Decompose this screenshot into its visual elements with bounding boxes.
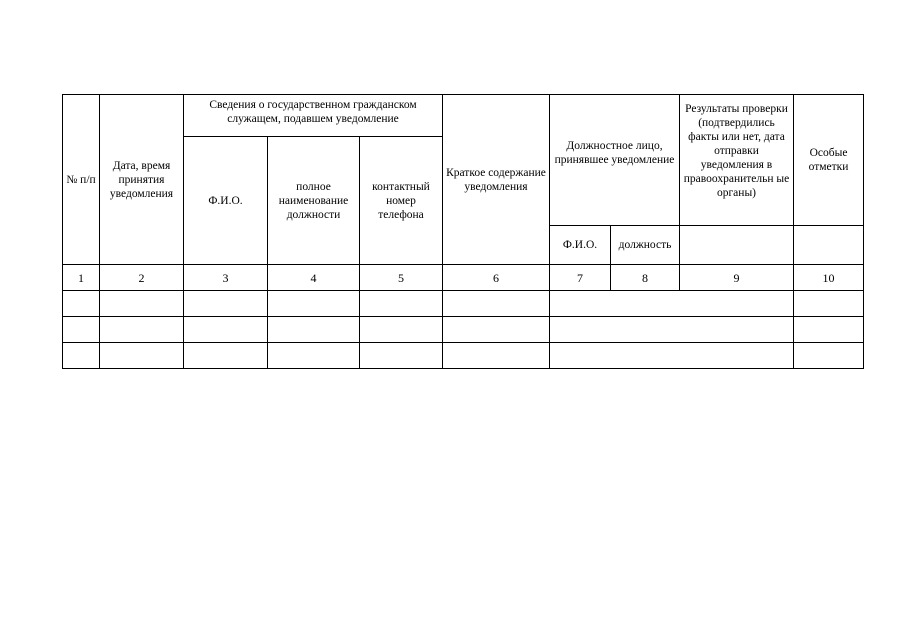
table-cell [793, 290, 864, 316]
table-cell [62, 316, 99, 342]
table-cell [99, 316, 183, 342]
table-cell [99, 290, 183, 316]
header-cell-official-position-text: должность [618, 239, 672, 251]
table-cell [359, 316, 442, 342]
header-cell-results: Результаты проверки (подтвердились факты или нет, дата отправки уведомления в правоохранительн ые органы) [679, 94, 793, 225]
table-cell [549, 342, 793, 369]
table-cell [267, 316, 359, 342]
header-cell-date: Дата, время принятия уведомления [99, 94, 183, 264]
column-number: 1 [62, 264, 99, 290]
column-number: 8 [610, 264, 679, 290]
column-number: 6 [442, 264, 549, 290]
table-cell [793, 316, 864, 342]
table-cell [99, 342, 183, 369]
table-cell [359, 290, 442, 316]
column-number: 5 [359, 264, 442, 290]
table-cell [442, 342, 549, 369]
column-number: 10 [793, 264, 864, 290]
table-cell [183, 290, 267, 316]
table-cell [267, 342, 359, 369]
column-number: 2 [99, 264, 183, 290]
table-cell [62, 290, 99, 316]
header-cell-number: № п/п [62, 94, 99, 264]
column-number: 3 [183, 264, 267, 290]
table-cell [62, 342, 99, 369]
header-cell-summary: Краткое содержание уведомления [442, 94, 549, 264]
table-cell [793, 342, 864, 369]
header-cell-notes-blank [793, 225, 864, 264]
table-cell [549, 316, 793, 342]
column-number: 7 [549, 264, 610, 290]
header-cell-notes: Особые отметки [793, 94, 864, 225]
header-cell-official-fio: Ф.И.О. [549, 225, 610, 264]
table-cell [267, 290, 359, 316]
table-cell [442, 316, 549, 342]
header-cell-official-position [610, 225, 679, 264]
header-cell-servant-info: Сведения о государственном гражданском служащем, подавшем уведомление [183, 94, 442, 136]
header-cell-position-full: полное наименование должности [267, 136, 359, 264]
table-cell [442, 290, 549, 316]
column-number: 9 [679, 264, 793, 290]
header-cell-fio: Ф.И.О. [183, 136, 267, 264]
table-cell [549, 290, 793, 316]
table-cell [183, 342, 267, 369]
header-cell-receiving-official: Должностное лицо, принявшее уведомление [549, 94, 679, 225]
table-cell [359, 342, 442, 369]
header-cell-results-blank [679, 225, 793, 264]
header-cell-phone: контактный номер телефона [359, 136, 442, 264]
column-number: 4 [267, 264, 359, 290]
table-cell [183, 316, 267, 342]
